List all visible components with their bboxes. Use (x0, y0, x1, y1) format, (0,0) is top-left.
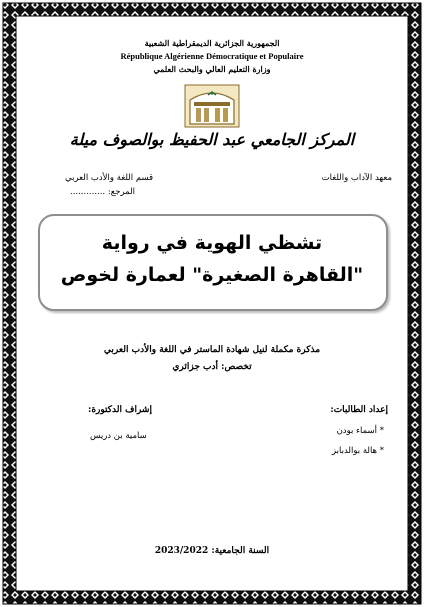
ministry-arabic: وزارة التعليم العالي والبحث العلمي (153, 64, 271, 74)
university-logo (184, 84, 240, 128)
student-item: * أسماء بودن (336, 426, 384, 436)
thesis-title-line1: تشظي الهوية في رواية (101, 232, 323, 254)
republic-arabic: الجمهورية الجزائرية الديمقراطية الشعبية (144, 38, 280, 48)
specialty-label: تخصص: أدب جزائري (172, 362, 252, 372)
institute-label: معهد الآداب واللغات (321, 173, 392, 183)
students-heading: إعداد الطالبات: (330, 405, 388, 415)
student-item: * هالة بوالدبابز (331, 446, 384, 456)
supervisor-name: سامية بن دريس (90, 431, 147, 441)
degree-statement: مذكرة مكملة لنيل شهادة الماستر في اللغة والأدب العربي (103, 345, 321, 355)
academic-year: السنة الجامعية: 2023/2022 (154, 546, 270, 556)
thesis-title-box (38, 214, 388, 311)
republic-french: République Algérienne Démocratique et Populaire (120, 51, 304, 61)
department-label: قسم اللغة والأدب العربي (65, 173, 154, 183)
reference-label: المرجع: ............. (70, 187, 136, 197)
thesis-title-line2: "القاهرة الصغيرة" لعمارة لخوص (60, 264, 364, 286)
supervisor-heading: إشراف الدكتورة: (88, 405, 152, 415)
university-name: المركز الجامعي عبد الحفيظ بوالصوف ميلة (69, 130, 355, 149)
